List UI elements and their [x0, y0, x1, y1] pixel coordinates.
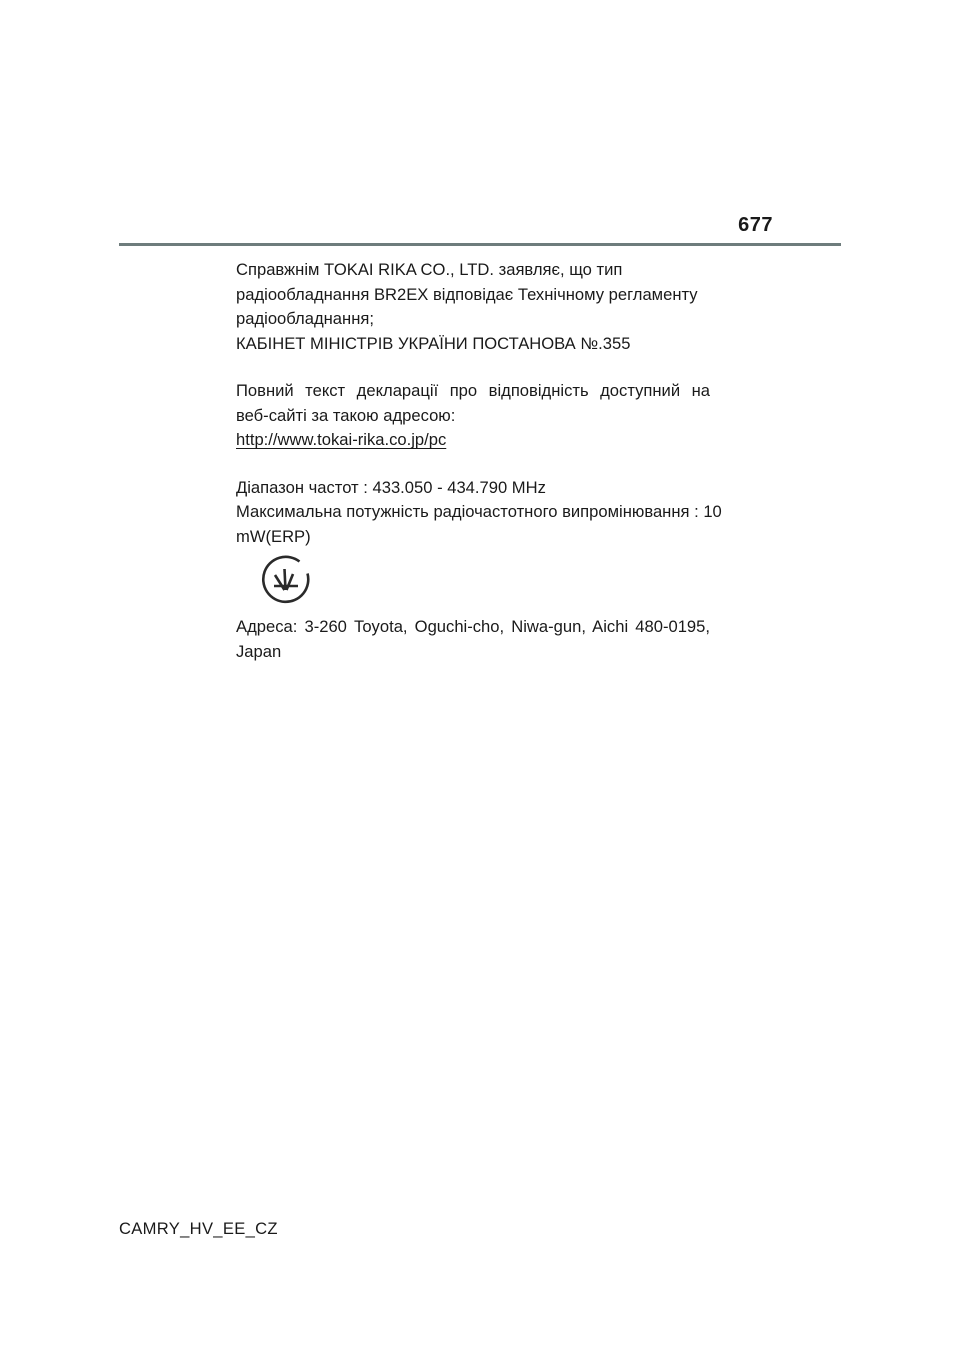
page-number: 677	[738, 214, 773, 236]
frequency-range-line: Діапазон частот : 433.050 - 434.790 MHz	[236, 477, 546, 497]
max-power-line-1: Максимальна потужність радіочастотного випромінювання : 10	[236, 502, 722, 521]
footer-document-code: CAMRY_HV_EE_CZ	[119, 1219, 278, 1238]
declaration-line-1: Справжнім TOKAI RIKA CO., LTD. заявляє, що тип	[236, 260, 623, 279]
declaration-url-link[interactable]: http://www.tokai-rika.co.jp/pc	[236, 430, 447, 449]
declaration-paragraph	[236, 258, 710, 356]
page-body	[236, 258, 722, 687]
declaration-line-4: КАБІНЕТ МІНІСТРІВ УКРАЇНИ ПОСТАНОВА №.355	[236, 333, 631, 353]
ukrainian-conformity-mark-icon	[260, 555, 312, 607]
radio-specs-paragraph	[236, 476, 722, 550]
address-line-2: Japan	[236, 641, 282, 661]
full-text-paragraph	[236, 379, 710, 453]
full-text-line-2: веб-сайті за такою адресою:	[236, 405, 456, 425]
declaration-line-3: радіообладнання;	[236, 309, 374, 328]
declaration-line-2: радіообладнання BR2EX відповідає Технічному регламенту	[236, 284, 698, 304]
address-paragraph	[236, 615, 710, 664]
full-text-line-1: Повний текст декларації про відповідність доступний на	[236, 381, 710, 400]
max-power-line-2: mW(ERP)	[236, 526, 311, 546]
header-rule	[119, 243, 841, 246]
address-line-1: Адреса: 3-260 Toyota, Oguchi-cho, Niwa-gun, Aichi 480-0195,	[236, 617, 710, 636]
